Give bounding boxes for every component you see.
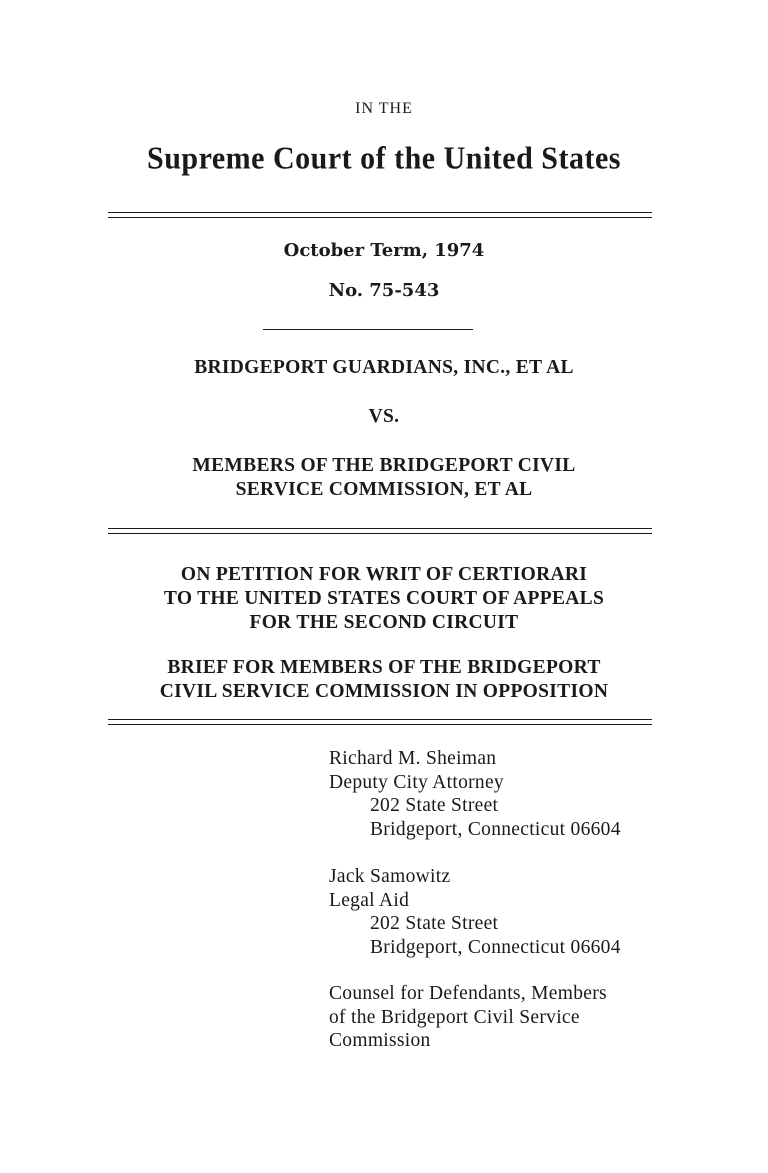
attorney-street: 202 State Street [370, 913, 499, 934]
brief-title [0, 656, 768, 704]
double-rule-top [108, 212, 652, 218]
double-rule-bottom [108, 719, 652, 725]
attorney-title: Legal Aid [329, 889, 410, 911]
counsel-role-line-3: Commission [329, 1030, 431, 1051]
counsel-role [329, 982, 607, 1053]
attorney-city: Bridgeport, Connecticut 06604 [370, 936, 621, 958]
brief-line-2: CIVIL SERVICE COMMISSION IN OPPOSITION [159, 681, 609, 702]
brief-line-1: BRIEF FOR MEMBERS OF THE BRIDGEPORT [167, 657, 601, 678]
attorney-name: Richard M. Sheiman [329, 748, 497, 769]
attorney-block-1 [329, 747, 621, 841]
in-the-heading: IN THE [355, 100, 413, 117]
respondent-name [0, 454, 768, 502]
petition-line-3: FOR THE SECOND CIRCUIT [249, 612, 519, 633]
counsel-role-line-1: Counsel for Defendants, Members [329, 983, 607, 1004]
term-line: October Term, 1974 [283, 240, 485, 261]
petitioner-name: BRIDGEPORT GUARDIANS, INC., ET AL [194, 357, 574, 378]
attorney-title: Deputy City Attorney [329, 771, 504, 793]
counsel-role-line-2: of the Bridgeport Civil Service [329, 1006, 580, 1028]
attorney-city: Bridgeport, Connecticut 06604 [370, 818, 621, 840]
respondent-line-2: SERVICE COMMISSION, ET AL [235, 479, 533, 500]
court-title: Supreme Court of the United States [147, 141, 621, 176]
petition-heading [0, 563, 768, 635]
single-rule [263, 329, 473, 330]
versus-label: VS. [368, 406, 400, 427]
petition-line-1: ON PETITION FOR WRIT OF CERTIORARI [180, 564, 588, 585]
docket-number: No. 75-543 [328, 280, 440, 301]
attorney-street: 202 State Street [370, 795, 499, 816]
double-rule-middle [108, 528, 652, 534]
attorney-block-2 [329, 865, 621, 959]
respondent-line-1: MEMBERS OF THE BRIDGEPORT CIVIL [192, 455, 576, 476]
petition-line-2: TO THE UNITED STATES COURT OF APPEALS [163, 588, 605, 609]
attorney-name: Jack Samowitz [329, 866, 451, 887]
